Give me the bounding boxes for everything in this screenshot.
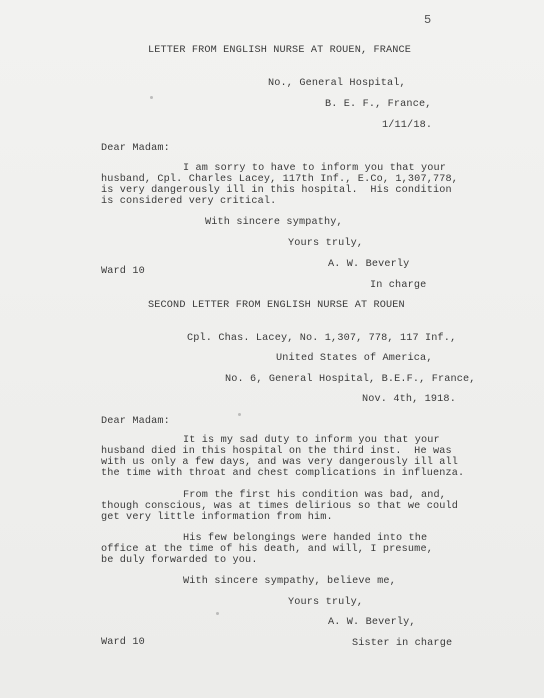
letter1-closing: With sincere sympathy,	[205, 217, 343, 228]
scan-speck	[238, 413, 241, 416]
letter2-title: Sister in charge	[352, 638, 453, 649]
letter1-signature: A. W. Beverly	[328, 259, 410, 270]
letter2-para1-line3: with us only a few days, and was very dangerously ill all	[101, 457, 459, 468]
letter2-closing: With sincere sympathy, believe me,	[183, 576, 396, 587]
letter1-address-line2: B. E. F., France,	[325, 99, 432, 110]
letter2-yours: Yours truly,	[288, 597, 364, 608]
scan-speck	[150, 96, 153, 99]
letter2-signature: A. W. Beverly,	[328, 617, 416, 628]
letter2-ward: Ward 10	[101, 637, 145, 648]
letter2-address-line3: No. 6, General Hospital, B.E.F., France,	[225, 374, 476, 385]
letter1-ward: Ward 10	[101, 266, 145, 277]
letter1-body-line3: is very dangerously ill in this hospital. His condition	[101, 185, 452, 196]
letter2-heading: SECOND LETTER FROM ENGLISH NURSE AT ROUEN	[148, 300, 405, 311]
page-number: 5	[424, 13, 432, 27]
scan-speck	[216, 612, 219, 615]
letter1-heading: LETTER FROM ENGLISH NURSE AT ROUEN, FRANCE	[148, 45, 412, 56]
letter1-salutation: Dear Madam:	[101, 143, 170, 154]
letter2-para1-line1: It is my sad duty to inform you that your	[183, 435, 440, 446]
letter2-para1-line2: husband died in this hospital on the third inst. He was	[101, 446, 452, 457]
letter2-para2-line3: get very little information from him.	[101, 512, 333, 523]
letter2-salutation: Dear Madam:	[101, 416, 170, 427]
letter2-address-line1: Cpl. Chas. Lacey, No. 1,307, 778, 117 Inf.,	[187, 333, 457, 344]
letter1-address-line1: No., General Hospital,	[268, 78, 406, 89]
letter2-date: Nov. 4th, 1918.	[362, 394, 456, 405]
letter2-para2-line2: though conscious, was at times delirious so that we could	[101, 501, 459, 512]
letter1-title: In charge	[370, 280, 427, 291]
letter2-para3-line3: be duly forwarded to you.	[101, 555, 258, 566]
letter2-para3-line2: office at the time of his death, and will, I presume,	[101, 544, 433, 555]
letter1-date: 1/11/18.	[382, 120, 433, 131]
letter2-para2-line1: From the first his condition was bad, and,	[183, 490, 447, 501]
letter2-para1-line4: the time with throat and chest complications in influenza.	[101, 468, 465, 479]
letter1-body-line2: husband, Cpl. Charles Lacey, 117th Inf., E.Co, 1,307,778,	[101, 174, 459, 185]
letter2-para3-line1: His few belongings were handed into the	[183, 533, 428, 544]
letter2-address-line2: United States of America,	[276, 353, 433, 364]
letter1-yours: Yours truly,	[288, 238, 364, 249]
letter1-body-line4: is considered very critical.	[101, 196, 277, 207]
letter1-body-line1: I am sorry to have to inform you that your	[183, 163, 447, 174]
